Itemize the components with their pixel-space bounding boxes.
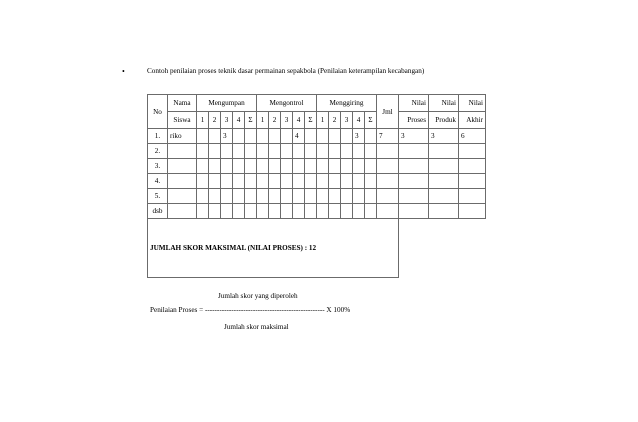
sub-2: 2 <box>329 112 341 129</box>
cell-g2 <box>329 129 341 144</box>
sub-2: 2 <box>269 112 281 129</box>
cell-m3 <box>221 174 233 189</box>
cell-g3 <box>341 144 353 159</box>
assessment-table <box>147 94 486 278</box>
formula-label: Penilaian Proses = -------------------------------------------------- X 100% <box>150 306 351 314</box>
cell-m4 <box>233 159 245 174</box>
cell-k4 <box>293 159 305 174</box>
cell-jml <box>377 204 399 219</box>
cell-akhir <box>459 189 486 204</box>
cell-produk <box>429 174 459 189</box>
cell-jml <box>377 174 399 189</box>
sub-sum: Σ <box>245 112 257 129</box>
cell-m4 <box>233 174 245 189</box>
cell-m2 <box>209 204 221 219</box>
cell-nama: riko <box>168 129 197 144</box>
cell-k3 <box>281 129 293 144</box>
header-nilai-akhir: Nilai <box>459 95 486 112</box>
cell-no: 3. <box>148 159 168 174</box>
cell-k2 <box>269 159 281 174</box>
header-proses: Proses <box>399 112 429 129</box>
cell-m2 <box>209 189 221 204</box>
cell-m3: 3 <box>221 129 233 144</box>
sub-3: 3 <box>221 112 233 129</box>
cell-k4: 4 <box>293 129 305 144</box>
cell-no: dsb <box>148 204 168 219</box>
cell-m4 <box>233 189 245 204</box>
cell-ms <box>245 144 257 159</box>
cell-k3 <box>281 159 293 174</box>
cell-k1 <box>257 159 269 174</box>
cell-g3 <box>341 174 353 189</box>
sub-1: 1 <box>257 112 269 129</box>
cell-k3 <box>281 189 293 204</box>
cell-k3 <box>281 204 293 219</box>
empty-cell <box>399 219 429 278</box>
sub-4: 4 <box>233 112 245 129</box>
cell-k1 <box>257 204 269 219</box>
table-row <box>148 129 486 144</box>
cell-k2 <box>269 189 281 204</box>
header-jml: Jml <box>377 95 399 129</box>
bullet-icon: • <box>122 67 125 76</box>
cell-g3 <box>341 159 353 174</box>
cell-g2 <box>329 159 341 174</box>
cell-g1 <box>317 144 329 159</box>
sub-sum: Σ <box>305 112 317 129</box>
cell-g4: 3 <box>353 129 365 144</box>
cell-no: 5. <box>148 189 168 204</box>
cell-proses <box>399 174 429 189</box>
cell-nama <box>168 204 197 219</box>
cell-g1 <box>317 159 329 174</box>
table-row <box>148 204 486 219</box>
cell-m1 <box>197 129 209 144</box>
cell-k4 <box>293 204 305 219</box>
cell-k2 <box>269 174 281 189</box>
cell-ks <box>305 159 317 174</box>
header-mengumpan: Mengumpan <box>197 95 257 112</box>
cell-m1 <box>197 159 209 174</box>
cell-m3 <box>221 144 233 159</box>
cell-akhir <box>459 174 486 189</box>
sub-3: 3 <box>281 112 293 129</box>
cell-ks <box>305 204 317 219</box>
cell-jml: 7 <box>377 129 399 144</box>
cell-ms <box>245 159 257 174</box>
table-row <box>148 159 486 174</box>
cell-g1 <box>317 189 329 204</box>
cell-g4 <box>353 159 365 174</box>
sub-2: 2 <box>209 112 221 129</box>
sub-1: 1 <box>197 112 209 129</box>
cell-no: 4. <box>148 174 168 189</box>
cell-m3 <box>221 159 233 174</box>
sub-4: 4 <box>353 112 365 129</box>
table-row <box>148 144 486 159</box>
cell-proses <box>399 189 429 204</box>
header-nilai-proses: Nilai <box>399 95 429 112</box>
cell-g2 <box>329 144 341 159</box>
cell-k3 <box>281 144 293 159</box>
cell-produk: 3 <box>429 129 459 144</box>
cell-ms <box>245 204 257 219</box>
cell-g1 <box>317 174 329 189</box>
cell-akhir <box>459 204 486 219</box>
cell-g2 <box>329 174 341 189</box>
cell-g3 <box>341 204 353 219</box>
sub-3: 3 <box>341 112 353 129</box>
cell-m2 <box>209 174 221 189</box>
cell-k1 <box>257 174 269 189</box>
cell-g4 <box>353 174 365 189</box>
cell-g3 <box>341 189 353 204</box>
cell-k1 <box>257 189 269 204</box>
header-produk: Produk <box>429 112 459 129</box>
cell-m2 <box>209 159 221 174</box>
cell-proses <box>399 144 429 159</box>
header-no: No <box>148 95 168 129</box>
cell-k1 <box>257 129 269 144</box>
cell-produk <box>429 189 459 204</box>
header-mengontrol: Mengontrol <box>257 95 317 112</box>
table-row <box>148 174 486 189</box>
cell-k4 <box>293 144 305 159</box>
cell-jml <box>377 144 399 159</box>
cell-m4 <box>233 129 245 144</box>
cell-ks <box>305 129 317 144</box>
cell-g1 <box>317 204 329 219</box>
cell-m2 <box>209 129 221 144</box>
sub-sum: Σ <box>365 112 377 129</box>
cell-m1 <box>197 174 209 189</box>
cell-k3 <box>281 174 293 189</box>
cell-jml <box>377 159 399 174</box>
header-row-1 <box>148 95 486 112</box>
cell-m1 <box>197 204 209 219</box>
header-nilai-produk: Nilai <box>429 95 459 112</box>
cell-ks <box>305 144 317 159</box>
cell-nama <box>168 144 197 159</box>
cell-gs <box>365 189 377 204</box>
empty-cell <box>459 219 486 278</box>
cell-m1 <box>197 144 209 159</box>
cell-g1 <box>317 129 329 144</box>
sub-1: 1 <box>317 112 329 129</box>
cell-akhir: 6 <box>459 129 486 144</box>
cell-ms <box>245 174 257 189</box>
cell-ks <box>305 189 317 204</box>
header-menggiring: Menggiring <box>317 95 377 112</box>
total-row <box>148 219 486 278</box>
header-akhir: Akhir <box>459 112 486 129</box>
cell-g2 <box>329 204 341 219</box>
sub-4: 4 <box>293 112 305 129</box>
cell-k4 <box>293 174 305 189</box>
cell-gs <box>365 144 377 159</box>
empty-cell <box>429 219 459 278</box>
cell-proses <box>399 159 429 174</box>
cell-proses <box>399 204 429 219</box>
header-siswa: Siswa <box>168 112 197 129</box>
cell-m2 <box>209 144 221 159</box>
cell-m1 <box>197 189 209 204</box>
cell-g4 <box>353 204 365 219</box>
cell-k2 <box>269 129 281 144</box>
cell-nama <box>168 159 197 174</box>
total-label: JUMLAH SKOR MAKSIMAL (NILAI PROSES) : 12 <box>148 219 399 278</box>
formula-numerator: Jumlah skor yang diperoleh <box>218 292 298 300</box>
cell-proses: 3 <box>399 129 429 144</box>
cell-k2 <box>269 144 281 159</box>
cell-jml <box>377 189 399 204</box>
cell-ms <box>245 129 257 144</box>
cell-k1 <box>257 144 269 159</box>
cell-no: 1. <box>148 129 168 144</box>
header-nama: Nama <box>168 95 197 112</box>
cell-m3 <box>221 204 233 219</box>
cell-ms <box>245 189 257 204</box>
cell-ks <box>305 174 317 189</box>
table-row <box>148 189 486 204</box>
cell-m4 <box>233 204 245 219</box>
cell-akhir <box>459 144 486 159</box>
cell-k2 <box>269 204 281 219</box>
cell-gs <box>365 129 377 144</box>
intro-text: Contoh penilaian proses teknik dasar permainan sepakbola (Penilaian keterampilan kecabangan) <box>147 67 425 75</box>
cell-nama <box>168 189 197 204</box>
cell-g4 <box>353 189 365 204</box>
cell-nama <box>168 174 197 189</box>
cell-m4 <box>233 144 245 159</box>
cell-produk <box>429 159 459 174</box>
cell-no: 2. <box>148 144 168 159</box>
cell-akhir <box>459 159 486 174</box>
cell-g4 <box>353 144 365 159</box>
header-row-2 <box>148 112 486 129</box>
cell-gs <box>365 174 377 189</box>
cell-produk <box>429 144 459 159</box>
cell-g3 <box>341 129 353 144</box>
cell-gs <box>365 204 377 219</box>
formula-denominator: Jumlah skor maksimal <box>224 323 289 331</box>
cell-k4 <box>293 189 305 204</box>
cell-gs <box>365 159 377 174</box>
cell-m3 <box>221 189 233 204</box>
cell-produk <box>429 204 459 219</box>
cell-g2 <box>329 189 341 204</box>
